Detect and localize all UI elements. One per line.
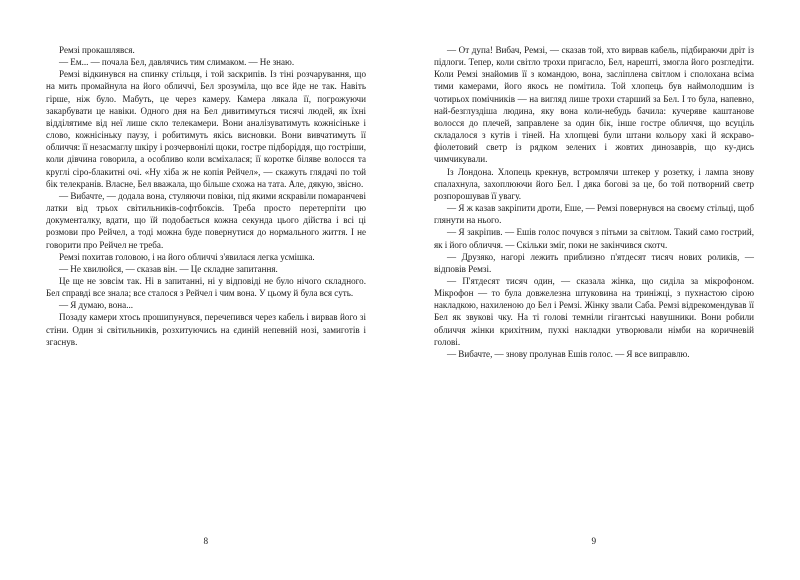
paragraph: — Вибачте, — додала вона, стуляючи повіки, під якими яскравіли помаранчеві латки від трьох світильників-софтбоксів. Треба просто перетерпіти цю документалку, вдати, що їй подобається кожна секунда цього дійства і всі ці розмови про Рейчел, а тоді можна буде повернутися до нормального життя. І не говорити про Рейчел не треба. bbox=[46, 190, 366, 250]
paragraph: — Я ж казав закріпити дроти, Еше, — Ремзі повернувся на своєму стільці, щоб глянути на нього. bbox=[434, 203, 754, 226]
paragraph: — Я думаю, вона... bbox=[59, 300, 134, 311]
paragraph: — Вибачте, — знову пролунав Ешів голос. — Я все виправлю. bbox=[447, 348, 690, 359]
left-page-text-column bbox=[46, 44, 366, 522]
right-page-text-column bbox=[434, 44, 754, 522]
paragraph: — Друзяко, нагорі лежить приблизно п'ятдесят тисяч нових роликів, — відповів Ремзі. bbox=[434, 251, 754, 274]
paragraph: Позаду камери хтось прошипунувся, перечепився через кабель і вирвав його зі стіни. Один зі світильників, розхитуючись на єдиній непевній нозі, замиготів і згаснув. bbox=[46, 312, 366, 347]
paragraph: — От дупа! Вибач, Ремзі, — сказав той, хто вирвав кабель, підбираючи дріт із підлоги. Тепер, коли світло трохи пригасло, Бел, нарешті, змогла його розгледіти. Коли Ремзі знайомив її з командою, вона, засліплена світлом і сполохана всіма тими камерами, його якось не помітила. Той хлопець був наймолодшим із чотирьох помічників — на вигляд лише трохи старший за Бел. І то була, напевно, най-безглуздіша людина, яку вона коли-небудь бачила: кучеряве каштанове волосся до плечей, заправлене за один бік, інше гостре обличчя, що всуціль складалося з кутів і тіней. На хлопцеві були штани кольору хакі й яскраво-фіолетовий светр із рядком зелених і жовтих динозаврів, що ку-дись чимчикували. bbox=[434, 45, 754, 165]
page-number: 8 bbox=[203, 536, 209, 546]
paragraph: — П'ятдесят тисяч один, — сказала жінка, що сиділа за мікрофоном. Мікрофон — то була довжелезна штуковина на триніжці, з пухнастою сірою накладкою, нахиленою до Бел і Ремзі. Жінку звали Саба. Ремзі відрекомендував її Бел як звукові чку. На ті голові темніли гігантські навушники. Вони робили обличчя жінки крихітним, пухкі накладки утворювали німби на коричневій голові. bbox=[434, 275, 754, 347]
paragraph: Із Лондона. Хлопець крекнув, встромлячи штекер у розетку, і лампа знову спалахнула, захоплюючи його Бел. І дяка богові за це, бо той потворний светр розпорошував її увагу. bbox=[434, 166, 754, 201]
paragraph: Ремзі відкинувся на спинку стільця, і той заскрипів. Із тіні розчарування, що на мить промайнула на його обличчі, Бел зрозуміла, що все йде не так. Навіть гірше, ніж було. Мабуть, це через камеру. Камера лякала її, погрожуючи закарбувати це навіки. Одного дня на Бел дивитимуться тисячі людей, як їхні відділятиме від неї лише скло телекамери. Вони аналізуватимуть кожнісіньке і слово, кожнісіньку паузу, і робитимуть якісь висновки. Вони вивчатимуть її обличчя: її незасмаглу шкіру і розчервонілі щоки, гостре підборіддя, що гостріши, коли дівчина говорила, а особливо коли всміхалася; її коротке біляве волосся та круглі сіро-блакитні очі. «Ну хіба ж не копія Рейчел», — скажуть глядачі по той бік телекранів. Власне, Бел вважала, що більше схожа на тата. Але, дякую, звісно. bbox=[46, 69, 366, 189]
paragraph: Це ще не зовсім так. Ні в запитанні, ні у відповіді не було нічого складного. Бел справді все знала; все сталося з Рейчел і чим вона. У цьому й була вся суть. bbox=[46, 275, 366, 299]
right-page bbox=[400, 44, 754, 546]
paragraph: — Я закріпив. — Ешів голос почувся з пітьми за світлом. Такий само гострий, як і його обличчя. — Скільки зміг, поки не закінчився скотч. bbox=[434, 227, 754, 250]
paragraph: — Ем... — почала Бел, давлячись тим слимаком. — Не знаю. bbox=[59, 57, 295, 68]
page-number: 9 bbox=[591, 536, 597, 546]
paragraph: — Не хвилюйся, — сказав він. — Це складне запитання. bbox=[59, 263, 278, 274]
paragraph: Ремзі похитав головою, і на його обличчі з'явилася легка усмішка. bbox=[59, 251, 315, 262]
left-page bbox=[46, 44, 400, 546]
paragraph: Ремзі прокашлявся. bbox=[59, 45, 135, 55]
